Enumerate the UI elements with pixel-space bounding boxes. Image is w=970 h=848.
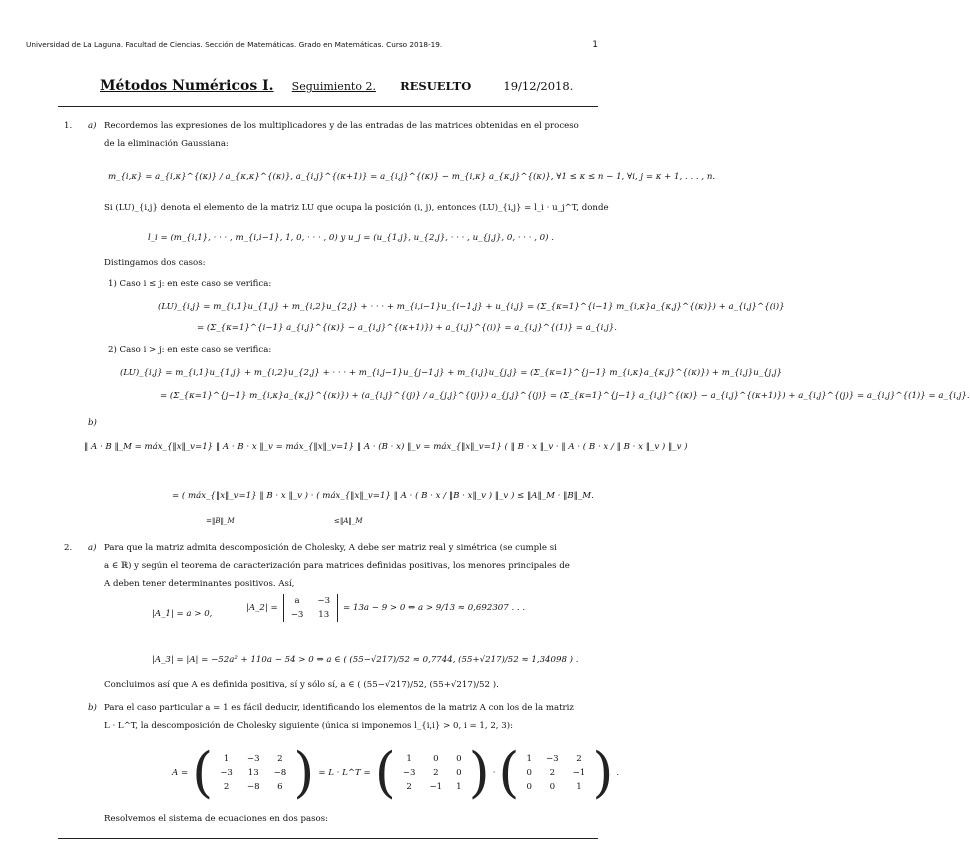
matrix-cell: 1 bbox=[223, 754, 230, 764]
p1-distingamos: Distingamos dos casos: bbox=[104, 258, 206, 268]
matrix-cell: −1 bbox=[429, 782, 443, 792]
matrix-cell: 0 bbox=[433, 754, 439, 764]
p1-case1-eq-1: (LU)_{i,j} = m_{i,1}u_{1,j} + m_{i,2}u_{2,j} + · · · + m_{i,i−1}u_{i−1,j} + u_{i,j} = (Σ_{κ=1}^{i−1} m_{i,κ}a_{κ,j}^{(κ)}) + a_{i,j}^{(i)} bbox=[158, 302, 785, 312]
p1-case1-eq-2: = (Σ_{κ=1}^{i−1} a_{i,j}^{(κ)} − a_{i,j}^{(κ+1)}) + a_{i,j}^{(i)} = a_{i,j}^{(1)} = a_{i,j}. bbox=[197, 323, 617, 333]
p2-b-label: b) bbox=[88, 703, 97, 713]
p1-a-label: a) bbox=[88, 121, 97, 131]
p1-li-uj-eq: l_i = (m_{i,1}, · · · , m_{i,i−1}, 1, 0, · · · , 0) y u_j = (u_{1,j}, u_{2,j}, · · · , u_{j,j}, 0, · · · , 0) . bbox=[148, 233, 554, 243]
p2-b-text-1: Para el caso particular a = 1 es fácil deducir, identificando los elementos de la matriz A con los de la matriz bbox=[104, 703, 574, 713]
document-title bbox=[100, 78, 573, 94]
p2-det2-rhs: = 13a − 9 > 0 ⇔ a > 9/13 ≈ 0,692307 . . . bbox=[343, 603, 526, 613]
running-header bbox=[26, 40, 598, 50]
paren-right: ) bbox=[468, 741, 490, 804]
p1-case-2: 2) Caso i > j: en este caso se verifica: bbox=[108, 345, 272, 355]
matrix-cell: 2 bbox=[406, 782, 412, 792]
p1-case2-eq-2: = (Σ_{κ=1}^{j−1} m_{i,κ}a_{κ,j}^{(κ)}) + (a_{i,j}^{(j)} / a_{j,j}^{(j)}) a_{j,j}^{(j)} = (Σ_{κ=1}^{j−1} a_{i,j}^{(κ)} − a_{i,j}^{(κ+1)}) + a_{i,j}^{(j)} = a_{i,j}^{(1)} = a_{i,j}. bbox=[160, 391, 970, 401]
p1-si-text: Si (LU)_{i,j} denota el elemento de la matriz LU que ocupa la posición (i, j), entonces (LU)_{i,j} = l_i · u_j^T, donde bbox=[104, 203, 609, 213]
title-main: Métodos Numéricos I. bbox=[100, 78, 274, 94]
LT-matrix bbox=[520, 752, 593, 794]
title-date: 19/12/2018. bbox=[503, 79, 574, 93]
matrix-cell: 1 bbox=[456, 782, 462, 792]
matrix-cell: −3 bbox=[545, 754, 559, 764]
matrix-cell: 2 bbox=[576, 754, 582, 764]
title-rule bbox=[58, 106, 598, 107]
p1-eq-multipliers: m_{i,κ} = a_{i,κ}^{(κ)} / a_{κ,κ}^{(κ)}, a_{i,j}^{(κ+1)} = a_{i,j}^{(κ)} − m_{i,κ} a_{κ,j}^{(κ)}, ∀1 ≤ κ ≤ n − 1, ∀i, j = κ + 1, . . . , n. bbox=[108, 172, 716, 182]
title-status: RESUELTO bbox=[400, 79, 472, 93]
p2-det-3: |A_3| = |A| = −52a² + 110a − 54 > 0 ⇔ a ∈ ( (55−√217)/52 ≈ 0,7744, (55+√217)/52 ≈ 1,34098 ) . bbox=[152, 655, 579, 665]
matrix-cell: −8 bbox=[246, 782, 260, 792]
problem-1-number: 1. bbox=[64, 121, 73, 131]
p1-case-1: 1) Caso i ≤ j: en este caso se verifica: bbox=[108, 279, 272, 289]
dot-operator: · bbox=[492, 768, 496, 778]
matrix-cell: a bbox=[294, 596, 300, 606]
p2-b-text-2: L · L^T, la descomposición de Cholesky siguiente (única si imponemos l_{i,i} > 0, i = 1, 2, 3): bbox=[104, 721, 513, 731]
end-dot: . bbox=[616, 768, 620, 778]
matrix-cell: 6 bbox=[277, 782, 283, 792]
title-sub: Seguimiento 2. bbox=[291, 80, 376, 93]
A-label: A = bbox=[172, 768, 189, 778]
matrix-cell: 1 bbox=[526, 754, 532, 764]
paren-left: ( bbox=[498, 741, 520, 804]
p2-final-text: Resolvemos el sistema de ecuaciones en dos pasos: bbox=[104, 814, 329, 824]
A-matrix bbox=[213, 752, 293, 794]
eq-LLT: = L · L^T = bbox=[318, 768, 371, 778]
p1-a-text-1: Recordemos las expresiones de los multiplicadores y de las entradas de las matrices obtenidas en el proceso bbox=[104, 121, 579, 131]
matrix-cell: −3 bbox=[402, 768, 416, 778]
p2-a-text-2: a ∈ ℝ) y según el teorema de caracterización para matrices definidas positivas, los menores principales de bbox=[104, 561, 570, 571]
matrix-cell: 1 bbox=[576, 782, 582, 792]
matrix-cell: 1 bbox=[406, 754, 412, 764]
matrix-cell: 2 bbox=[223, 782, 230, 792]
p2-a-text-3: A deben tener determinantes positivos. Así, bbox=[104, 579, 295, 589]
matrix-cell: 2 bbox=[433, 768, 439, 778]
page-number: 1 bbox=[592, 40, 598, 50]
p1-a-text-2: de la eliminación Gaussiana: bbox=[104, 139, 229, 149]
paren-right: ) bbox=[293, 741, 315, 804]
p2-det2-lhs: |A_2| = bbox=[246, 603, 278, 613]
paren-left: ( bbox=[192, 741, 214, 804]
problem-2-number: 2. bbox=[64, 543, 73, 553]
matrix-cell: 0 bbox=[526, 768, 532, 778]
p1-b-eq-1: ‖ A · B ‖_M = máx_{‖x‖_v=1} ‖ A · B · x ‖_v = máx_{‖x‖_v=1} ‖ A · (B · x) ‖_v = máx_{‖x‖_v=1} ( ‖ B · x ‖_v · ‖ A · ( B · x / ‖ B · x ‖_v ) ‖_v ) bbox=[84, 442, 688, 452]
matrix-cell: 0 bbox=[456, 754, 462, 764]
p1-brace-B: =‖B‖_M bbox=[206, 517, 235, 525]
matrix-cell: −3 bbox=[246, 754, 260, 764]
matrix-cell: 13 bbox=[318, 610, 330, 620]
p2-det-1: |A_1| = a > 0, bbox=[152, 609, 213, 619]
p2-cholesky-equation bbox=[172, 741, 620, 804]
paren-right: ) bbox=[592, 741, 614, 804]
matrix-cell: −8 bbox=[273, 768, 287, 778]
p2-det-2 bbox=[246, 594, 525, 622]
paren-left: ( bbox=[374, 741, 396, 804]
p2-det2-matrix bbox=[283, 594, 338, 622]
p1-b-label: b) bbox=[88, 418, 97, 428]
header-text: Universidad de La Laguna. Facultad de Ciencias. Sección de Matemáticas. Grado en Matemáticas. Curso 2018-19. bbox=[26, 40, 443, 49]
p1-case2-eq-1: (LU)_{i,j} = m_{i,1}u_{1,j} + m_{i,2}u_{2,j} + · · · + m_{i,j−1}u_{j−1,j} + m_{i,j}u_{j,j} = (Σ_{κ=1}^{j−1} m_{i,κ}a_{κ,j}^{(κ)}) + m_{i,j}u_{j,j} bbox=[120, 368, 783, 378]
footer-rule bbox=[58, 838, 598, 839]
matrix-cell: 13 bbox=[247, 768, 259, 778]
matrix-cell: −3 bbox=[290, 610, 304, 620]
matrix-cell: −3 bbox=[317, 596, 331, 606]
matrix-cell: 2 bbox=[549, 768, 556, 778]
matrix-cell: 0 bbox=[549, 782, 556, 792]
matrix-cell: 2 bbox=[277, 754, 283, 764]
p2-a-text-1: Para que la matriz admita descomposición de Cholesky, A debe ser matriz real y simétrica (se cumple si bbox=[104, 543, 557, 553]
matrix-cell: −1 bbox=[572, 768, 586, 778]
p2-a-label: a) bbox=[88, 543, 97, 553]
p1-b-eq-2: = ( máx_{‖x‖_v=1} ‖ B · x ‖_v ) · ( máx_{‖x‖_v=1} ‖ A · ( B · x / ‖B · x‖_v ) ‖_v ) ≤ ‖A‖_M · ‖B‖_M. bbox=[172, 491, 594, 501]
matrix-cell: 0 bbox=[456, 768, 462, 778]
p2-conclusion: Concluimos así que A es definida positiva, sí y sólo sí, a ∈ ( (55−√217)/52, (55+√217)/52 ). bbox=[104, 680, 499, 690]
p1-brace-A: ≤‖A‖_M bbox=[334, 517, 363, 525]
matrix-cell: −3 bbox=[220, 768, 233, 778]
matrix-cell: 0 bbox=[526, 782, 532, 792]
L-matrix bbox=[396, 752, 469, 794]
